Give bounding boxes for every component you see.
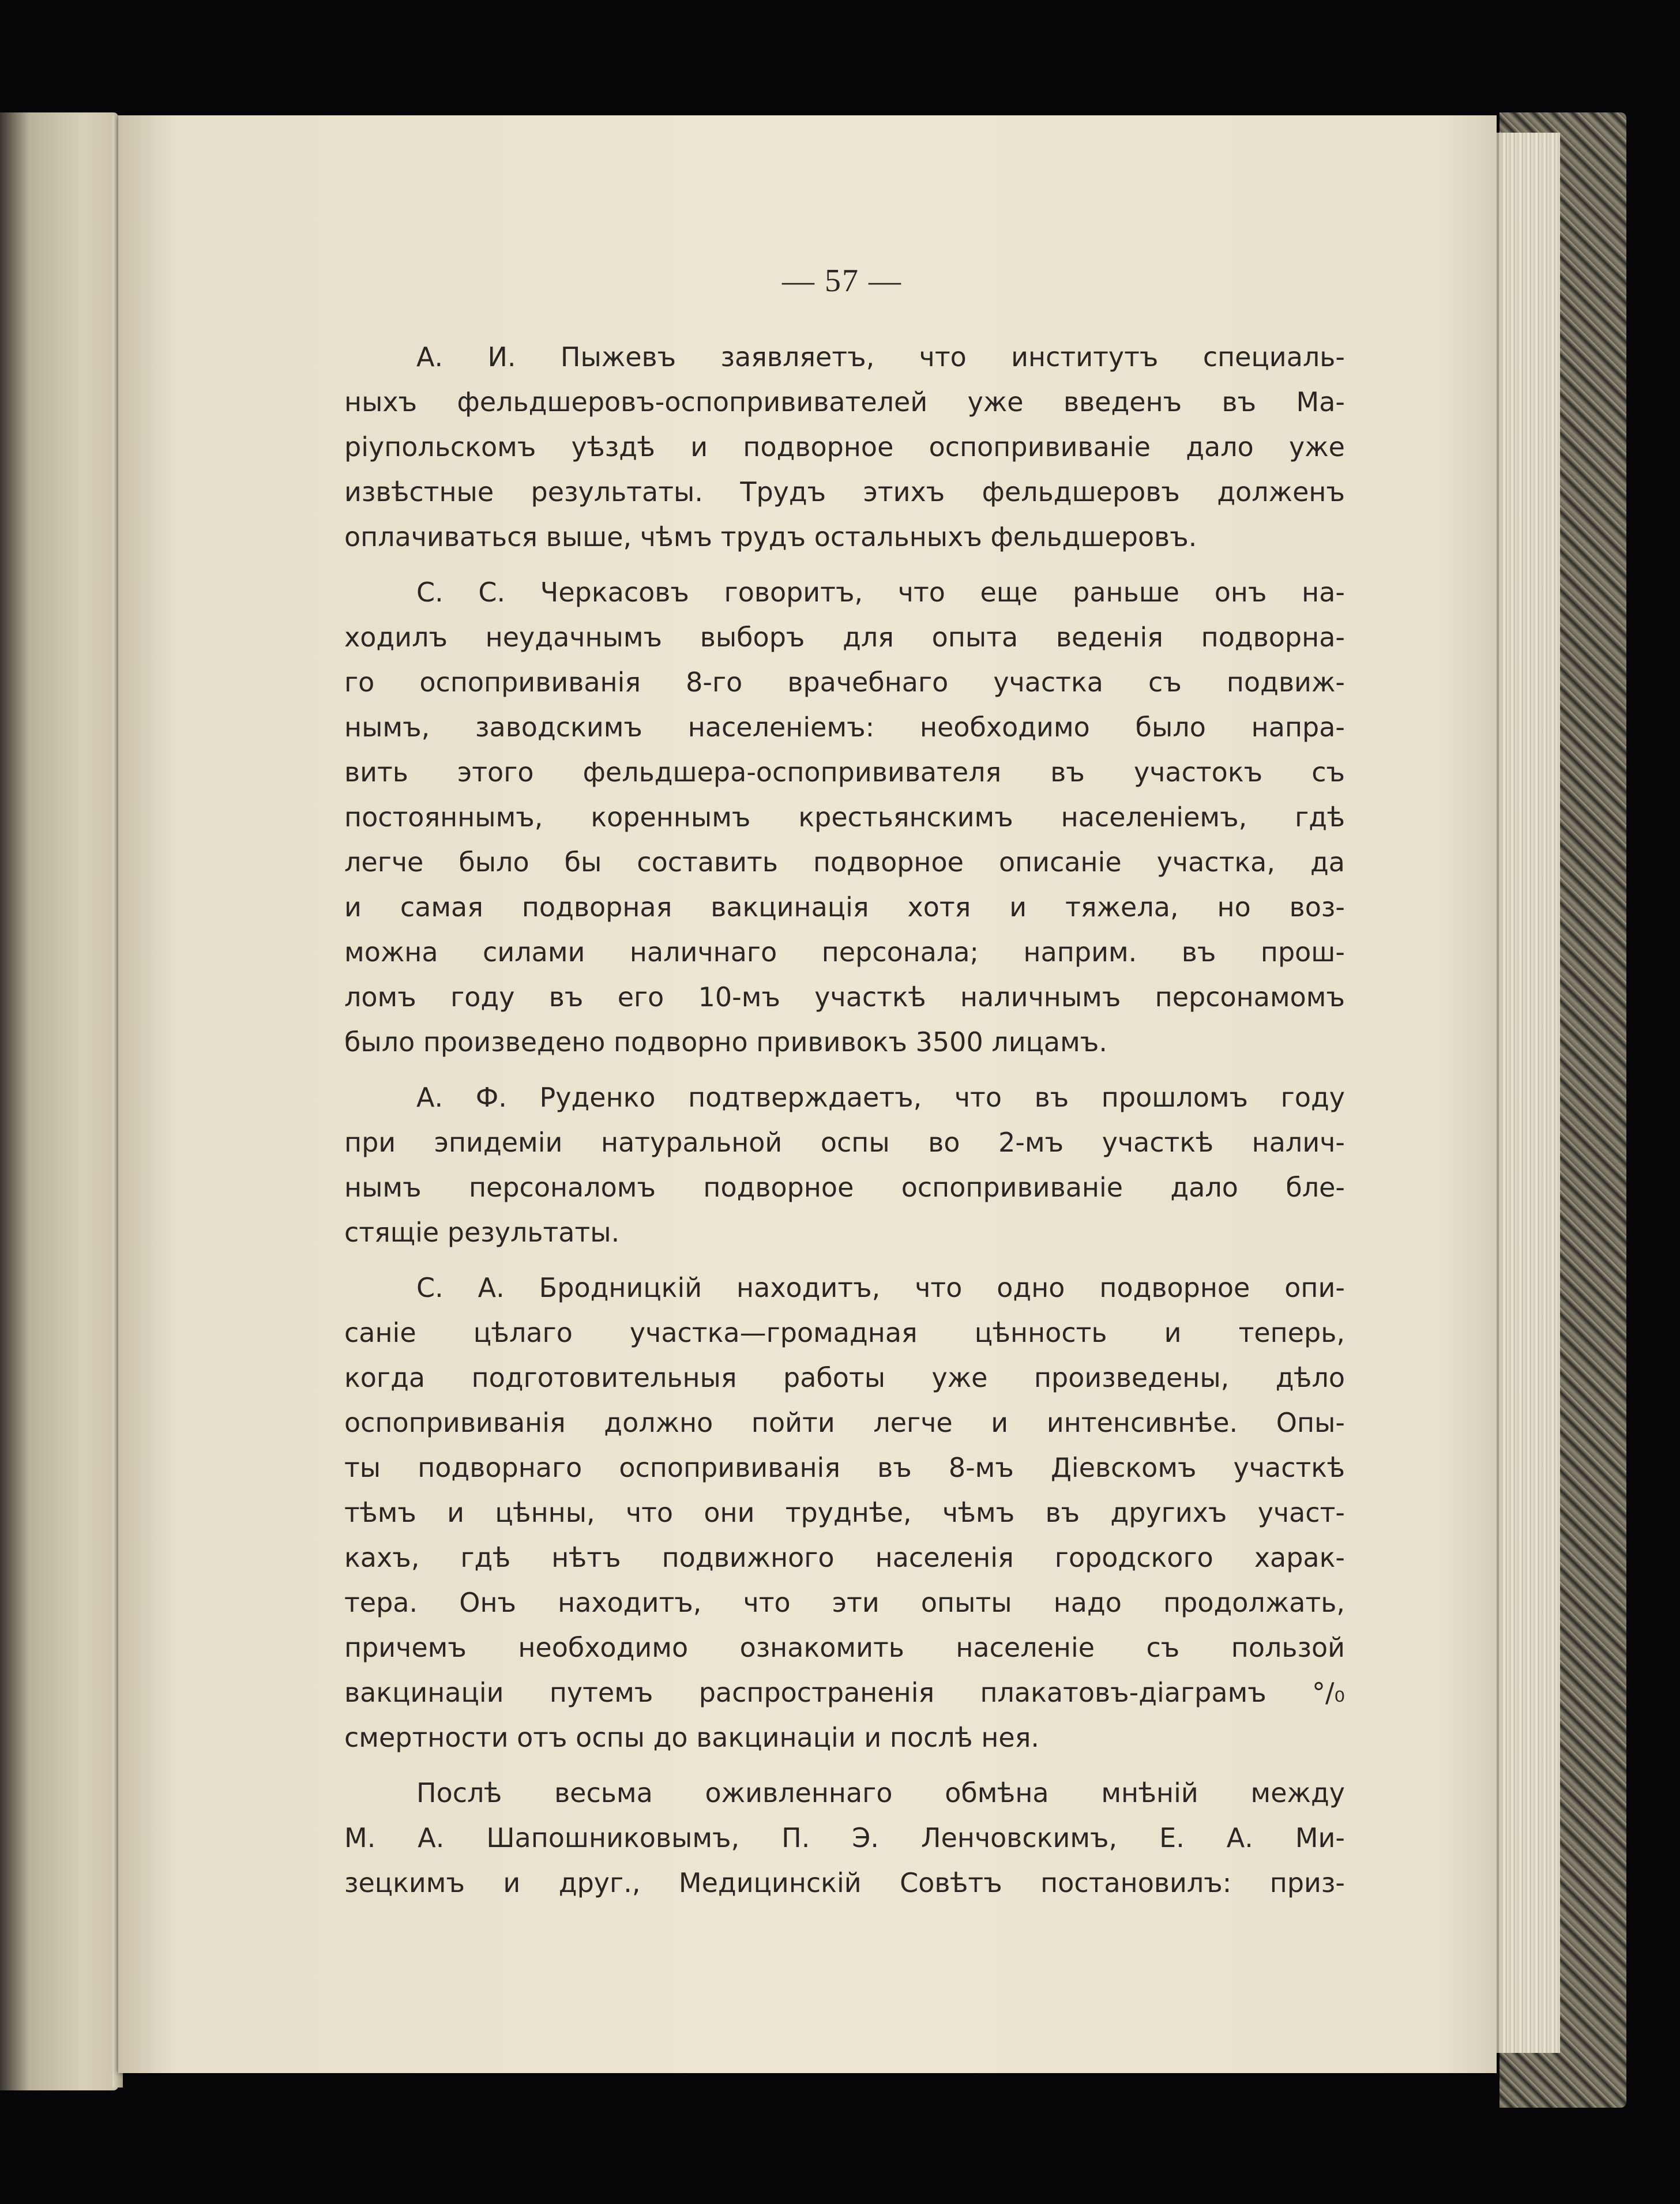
text-line: причемъ необходимо ознакомить населеніе съ пользой <box>344 1632 1345 1663</box>
left-facing-page <box>0 112 118 2090</box>
text-line: тѣмъ и цѣнны, что они труднѣе, чѣмъ въ другихъ участ- <box>344 1497 1345 1528</box>
paragraph-brodnitsky <box>344 1265 1345 1760</box>
text-line: го оспопрививанія 8-го врачебнаго участка съ подвиж- <box>344 667 1345 698</box>
text-line: саніе цѣлаго участка—громадная цѣнность и теперь, <box>344 1317 1345 1348</box>
paragraph-pyzhev <box>344 334 1345 559</box>
text-line: извѣстные результаты. Трудъ этихъ фельдшеровъ долженъ <box>344 476 1345 507</box>
text-line: тера. Онъ находитъ, что эти опыты надо продолжать, <box>344 1587 1345 1618</box>
text-line: при эпидеміи натуральной оспы во 2-мъ участкѣ налич- <box>344 1127 1345 1158</box>
text-line: кахъ, гдѣ нѣтъ подвижного населенія городского харак- <box>344 1542 1345 1573</box>
text-line: М. А. Шапошниковымъ, П. Э. Ленчовскимъ, Е. А. Ми- <box>344 1822 1345 1853</box>
text-line: ныхъ фельдшеровъ-оспопрививателей уже введенъ въ Ма- <box>344 386 1345 418</box>
text-line: смертности отъ оспы до вакцинаціи и послѣ нея. <box>344 1722 1039 1753</box>
text-line: вакцинаціи путемъ распространенія плакатовъ-діаграмъ °/₀ <box>344 1677 1345 1708</box>
text-line: было произведено подворно прививокъ 3500 лицамъ. <box>344 1026 1107 1058</box>
page-body-text <box>344 334 1345 1916</box>
text-line: ходилъ неудачнымъ выборъ для опыта веденія подворна- <box>344 622 1345 653</box>
text-line: оспопрививанія должно пойти легче и интенсивнѣе. Опы- <box>344 1407 1345 1438</box>
text-line: оплачиваться выше, чѣмъ трудъ остальныхъ фельдшеровъ. <box>344 521 1197 552</box>
paragraph-rudenko <box>344 1075 1345 1255</box>
text-line: С. А. Бродницкій находитъ, что одно подворное опи- <box>416 1272 1345 1303</box>
text-line: стящіе результаты. <box>344 1217 620 1248</box>
text-line: ріупольскомъ уѣздѣ и подворное оспопрививаніе дало уже <box>344 431 1345 462</box>
text-line: ломъ году въ его 10-мъ участкѣ наличнымъ персонамомъ <box>344 981 1345 1013</box>
text-line: постояннымъ, кореннымъ крестьянскимъ населеніемъ, гдѣ <box>344 802 1345 833</box>
text-line: ты подворнаго оспопрививанія въ 8-мъ Діевскомъ участкѣ <box>344 1452 1345 1483</box>
text-line: нымъ, заводскимъ населеніемъ: необходимо было напра- <box>344 712 1345 743</box>
page-number: — 57 — <box>782 263 902 299</box>
text-line: можна силами наличнаго персонала; наприм. въ прош- <box>344 936 1345 968</box>
text-line: С. С. Черкасовъ говоритъ, что еще раньше онъ на- <box>416 577 1345 608</box>
text-line: когда подготовительныя работы уже произведены, дѣло <box>344 1362 1345 1393</box>
text-line: легче было бы составить подворное описаніе участка, да <box>344 847 1345 878</box>
text-line: вить этого фельдшера-оспопрививателя въ участокъ съ <box>344 757 1345 788</box>
page-stack-edges <box>1491 133 1560 2053</box>
text-line: и самая подворная вакцинація хотя и тяжела, но воз- <box>344 892 1345 923</box>
text-line: А. Ф. Руденко подтверждаетъ, что въ прошломъ году <box>416 1082 1345 1113</box>
text-line: А. И. Пыжевъ заявляетъ, что институтъ специаль- <box>416 341 1345 373</box>
text-line: нымъ персоналомъ подворное оспопрививаніе дало бле- <box>344 1172 1345 1203</box>
paragraph-cherkasov <box>344 570 1345 1065</box>
paragraph-resolution <box>344 1770 1345 1905</box>
text-line: Послѣ весьма оживленнаго обмѣна мнѣній между <box>416 1777 1345 1808</box>
text-line: зецкимъ и друг., Медицинскій Совѣтъ постановилъ: приз- <box>344 1867 1345 1898</box>
